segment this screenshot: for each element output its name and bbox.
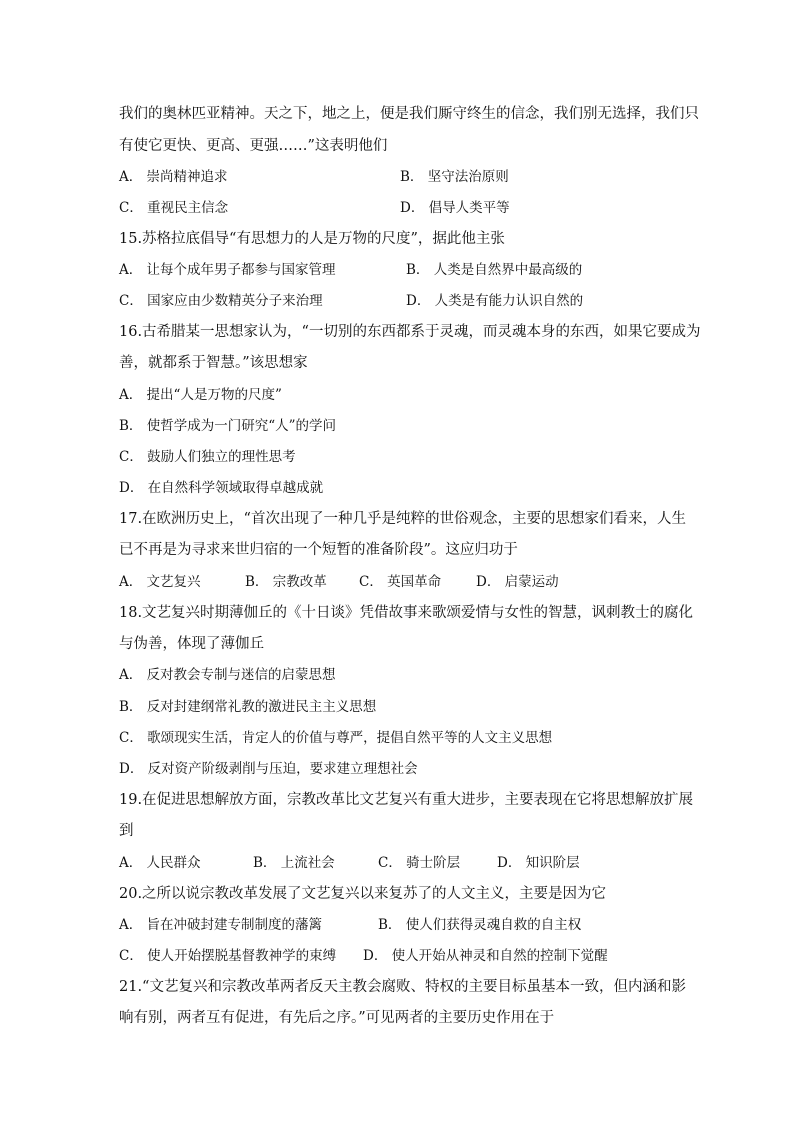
question-19-stem-line-1: 19.在促进思想解放方面，宗教改革比文艺复兴有重大进步，主要表现在它将思想解放扩展 xyxy=(119,792,694,808)
question-14-option-c: C． 重视民主信念 xyxy=(119,200,229,216)
question-18-option-b: B． 反对封建纲常礼教的激进民主主义思想 xyxy=(119,699,377,715)
question-18-option-d: D． 反对资产阶级剥削与压迫，要求建立理想社会 xyxy=(119,761,418,777)
question-16-option-c: C． 鼓励人们独立的理性思考 xyxy=(119,449,296,465)
question-16-option-a: A． 提出“人是万物的尺度” xyxy=(119,387,282,403)
question-14-option-b: B． 坚守法治原则 xyxy=(400,169,509,185)
question-18-option-a: A． 反对教会专制与迷信的启蒙思想 xyxy=(119,667,336,683)
question-20-option-d: D． 使人开始从神灵和自然的控制下觉醒 xyxy=(363,948,608,964)
question-14-stem-line-2: 有使它更快、更高、更强……”这表明他们 xyxy=(119,138,388,154)
question-15-option-c: C． 国家应由少数精英分子来治理 xyxy=(119,293,323,309)
question-14-option-a: A． 崇尚精神追求 xyxy=(119,169,228,185)
question-17-option-a: A． 文艺复兴 xyxy=(119,574,201,590)
question-14-stem-line-1: 我们的奥林匹亚精神。天之下，地之上，便是我们厮守终生的信念，我们别无选择，我们只 xyxy=(119,106,699,122)
question-18-option-c: C． 歌颂现实生活，肯定人的价值与尊严，提倡自然平等的人文主义思想 xyxy=(119,730,553,746)
question-17-option-c: C． 英国革命 xyxy=(359,574,442,590)
question-19-option-a: A． 人民群众 xyxy=(119,855,201,871)
question-19-option-b: B． 上流社会 xyxy=(253,855,335,871)
question-17-option-d: D． 启蒙运动 xyxy=(476,574,559,590)
question-15-stem: 15.苏格拉底倡导“有思想力的人是万物的尺度”，据此他主张 xyxy=(119,231,505,247)
question-20-option-b: B． 使人们获得灵魂自救的自主权 xyxy=(378,917,582,933)
question-15-option-b: B． 人类是自然界中最高级的 xyxy=(406,262,583,278)
question-15-option-a: A． 让每个成年男子都参与国家管理 xyxy=(119,262,336,278)
question-16-option-d: D． 在自然科学领域取得卓越成就 xyxy=(119,480,324,496)
question-16-option-b: B． 使哲学成为一门研究“人”的学问 xyxy=(119,418,337,434)
question-20-option-a: A． 旨在冲破封建专制制度的藩篱 xyxy=(119,917,323,933)
question-19-option-c: C． 骑士阶层 xyxy=(378,855,461,871)
question-20-stem: 20.之所以说宗教改革发展了文艺复兴以来复苏了的人文主义，主要是因为它 xyxy=(119,886,607,902)
question-14-option-d: D． 倡导人类平等 xyxy=(400,200,510,216)
question-17-stem-line-1: 17.在欧洲历史上，“首次出现了一种几乎是纯粹的世俗观念，主要的思想家们看来，人生 xyxy=(119,511,686,527)
question-18-stem-line-1: 18.文艺复兴时期薄伽丘的《十日谈》凭借故事来歌颂爱情与女性的智慧，讽刺教士的腐化 xyxy=(119,605,694,621)
question-16-stem-line-2: 善，就都系于智慧。”该思想家 xyxy=(119,355,308,371)
question-19-stem-line-2: 到 xyxy=(119,823,134,839)
question-18-stem-line-2: 与伪善，体现了薄伽丘 xyxy=(119,636,264,652)
question-17-option-b: B． 宗教改革 xyxy=(245,574,327,590)
question-20-option-c: C． 使人开始摆脱基督教神学的束缚 xyxy=(119,948,337,964)
question-21-stem-line-2: 响有别，两者互有促进，有先后之序。”可见两者的主要历史作用在于 xyxy=(119,1010,555,1026)
question-21-stem-line-1: 21.“文艺复兴和宗教改革两者反天主教会腐败、特权的主要目标虽基本一致，但内涵和影 xyxy=(119,979,686,995)
question-17-stem-line-2: 已不再是为寻求来世归宿的一个短暂的准备阶段”。这应归功于 xyxy=(119,542,518,558)
question-19-option-d: D． 知识阶层 xyxy=(497,855,580,871)
question-16-stem-line-1: 16.古希腊某一思想家认为，“一切别的东西都系于灵魂，而灵魂本身的东西，如果它要成为 xyxy=(119,324,701,340)
question-15-option-d: D． 人类是有能力认识自然的 xyxy=(406,293,584,309)
